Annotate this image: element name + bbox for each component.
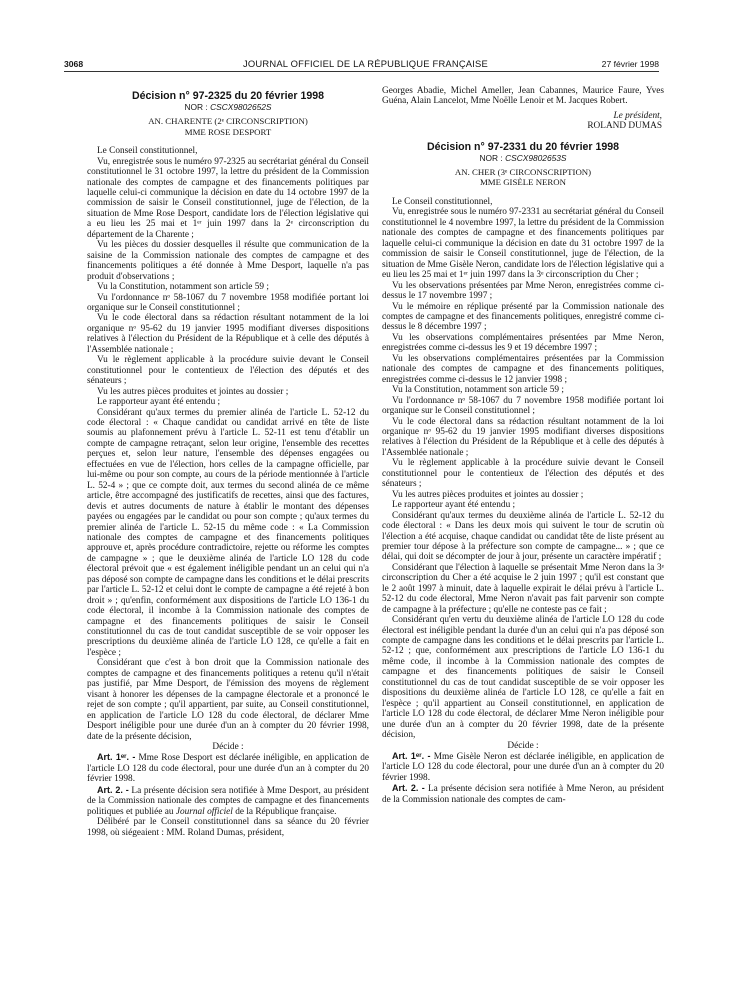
header-rule [64,71,659,72]
d1-paragraph: Vu les autres pièces produites et jointes au dossier ; [97,386,289,397]
decision-1-nor: NOR : CSCX9802652S [184,102,272,112]
d2-paragraph: Considérant qu'aux termes du deuxième alinéa de l'article L. 52-12 du code électoral : « Dans les deux mois qui suivent le tour de scrutin où l'élection a été acquise, chaque candidat ou candidat tête de liste présent au premier tour dépose à la préfecture son compte de campagne... » ; que ce délai, qui doit se décompter de jour à jour, présente un caractère impératif ; [382,510,664,563]
d2-paragraph: Vu les observations complémentaires présentées par la Commission nationale des comptes de campagne et des financements politiques, enregistrées comme ci-dessus le 12 janvier 1998 ; [382,353,664,385]
decision-1-decide: Décide : [212,742,244,753]
d1-paragraph: Vu la Constitution, notamment son article 59 ; [97,282,269,293]
decision-1-deliberation: Délibéré par le Conseil constitutionnel dans sa séance du 20 février 1998, où siégeaient : MM. Roland Dumas, président, [87,817,369,838]
d2-paragraph: Vu le mémoire en réplique présenté par la Commission nationale des comptes de campagne et des financements politiques, enregistré comme ci-dessus le 8 décembre 1997 ; [382,301,664,333]
decision-2-article-2: Art. 2. - La présente décision sera notifiée à Mme Neron, au président de la Commission nationale des comptes de cam- [382,783,664,805]
signature-role: Le président, [613,110,662,121]
decision-2-decide: Décide : [507,740,539,751]
d2-paragraph: Vu la Constitution, notamment son article 59 ; [392,385,564,396]
d2-paragraph: Vu, enregistrée sous le numéro 97-2331 au secrétariat général du Conseil constitutionnel le 4 novembre 1997, la lettre du président de la Commission nationale des comptes de campagne et des financements politiques par laquelle celui-ci communique la décision en date du 31 octobre 1997 de la commission de saisir le Conseil constitutionnel, juge de l'élection, de la situation de Mme Gisèle Neron, candidate lors de l'élection législative qui a eu lieu les 25 mai et 1ᵉʳ juin 1997 dans la 3ᵉ circonscription du Cher ; [382,207,664,281]
decision-2-nor: NOR : CSCX9802653S [479,152,567,163]
d1-paragraph: Considérant que c'est à bon droit que la Commission nationale des comptes de campagne et des financements politiques a retenu qu'il n'était pas justifié, par Mme Desport, de l'émission des moyens de règlement visant à honorer les dépenses de la campagne électorale et a prononcé le rejet de son compte ; qu'il appartient, par suite, au Conseil constitutionnel, en application de l'article LO 128 du code électoral, de déclarer Mme Desport inéligible pour une durée d'un an à compter du 20 février 1998, date de la présente décision, [87,658,369,742]
d1-paragraph: Vu le règlement applicable à la procédure suivie devant le Conseil constitutionnel pour le contentieux de l'élection des députés et des sénateurs ; [87,355,369,387]
decision-1-nor-code: CSCX9802652S [210,102,272,112]
d1-paragraph: Vu, enregistrée sous le numéro 97-2325 au secrétariat général du Conseil constitutionnel le 31 octobre 1997, la lettre du président de la Commission nationale des comptes de campagne et des financements politiques par laquelle celui-ci communique la décision en date du 14 octobre 1997 de la commission de saisir le Conseil constitutionnel, juge de l'élection, de la situation de Mme Rose Desport, candidate lors de l'élection législative qui a eu lieu les 25 mai et 1ᵉʳ juin 1997 dans la 2ᵉ circonscription du département de la Charente ; [87,156,369,240]
issue-date: 27 février 1998 [601,59,659,69]
decision-1-deliberation-continued: Georges Abadie, Michel Ameller, Jean Cabannes, Maurice Faure, Yves Guéna, Alain Lancelot, Mme Noëlle Lenoir et M. Jacques Robert. [382,86,664,107]
d2-paragraph: Vu les observations présentées par Mme Neron, enregistrées comme ci-dessus le 17 novembre 1997 ; [382,280,664,302]
decision-2-circonscription: AN. CHER (3ᵉ CIRCONSCRIPTION) [454,166,592,177]
d2-paragraph: Le rapporteur ayant été entendu ; [392,500,516,511]
signature-name: ROLAND DUMAS [587,121,662,132]
d2-paragraph: Le Conseil constitutionnel, [392,197,493,207]
decision-2-nor-code: CSCX9802653S [505,152,567,163]
page-number: 3068 [64,59,84,69]
journal-title: JOURNAL OFFICIEL DE LA RÉPUBLIQUE FRANÇAISE [243,58,488,69]
right-column [382,86,664,805]
decision-2-title: Décision n° 97-2331 du 20 février 1998 [426,140,620,153]
d1-paragraph: Considérant qu'aux termes du premier alinéa de l'article L. 52-12 du code électoral : « Chaque candidat ou candidat arrivé en tête de liste soumis au plafonnement prévu à l'article L. 52-11 est tenu d'établir un compte de campagne retraçant, selon leur origine, l'ensemble des recettes perçues et, selon leur nature, l'ensemble des dépenses engagées ou effectuées en vue de l'élection, hors celles de la campagne officielle, par lui-même ou pour son compte, au cours de la période mentionnée à l'article L. 52-4 » ; que ce compte doit, aux termes du second alinéa de ce même article, être accompagné des justificatifs de recettes, ainsi que des factures, devis et autres documents de nature à établir le montant des dépenses payées ou engagées par le candidat ou pour son compte ; qu'aux termes du premier alinéa de l'article L. 52-15 du même code : « La Commission nationale des comptes de campagne et des financements politiques approuve et, après procédure contradictoire, rejette ou réforme les comptes de campagne » ; que le deuxième alinéa de l'article LO 128 du code électoral prévoit que « est également inéligible pendant un an celui qui n'a pas déposé son compte de campagne dans les conditions et le délai prescrits par l'article L. 52-12 et celui dont le compte de campagne a été rejeté à bon droit » ; qu'enfin, conformément aux dispositions de l'article LO 136-1 du code électoral, il incombe à la Commission nationale des comptes de campagne et des financements politiques de saisir le Conseil constitutionnel du cas de tout candidat susceptible de se voir opposer les prescriptions du deuxième alinéa de l'article LO 128, ce qu'elle a fait en l'espèce ; [87,407,369,658]
page-header [0,0,731,78]
decision-1-title: Décision n° 97-2325 du 20 février 1998 [131,90,325,102]
d2-paragraph: Vu le code électoral dans sa rédaction résultant notamment de la loi organique nᵒ 95-62 du 19 janvier 1995 modifiant diverses dispositions relatives à l'élection du Président de la République et à celle des députés à l'Assemblée nationale ; [382,416,664,458]
d2-paragraph: Vu l'ordonnance nᵒ 58-1067 du 7 novembre 1958 modifiée portant loi organique sur le Conseil constitutionnel ; [382,395,664,417]
decision-1-person: MME ROSE DESPORT [184,126,272,137]
decision-1-circonscription: AN. CHARENTE (2ᵉ CIRCONSCRIPTION) [148,116,308,126]
d2-paragraph: Vu le règlement applicable à la procédure suivie devant le Conseil constitutionnel pour le contentieux de l'élection des députés et des sénateurs ; [382,458,664,490]
d1-paragraph: Vu les pièces du dossier desquelles il résulte que communication de la saisine de la Commission nationale des comptes de campagne et des financements politiques a été donnée à Mme Desport, laquelle n'a pas produit d'observations ; [87,240,369,282]
decision-2-person: MME GISÈLE NERON [479,177,566,188]
d2-paragraph: Vu les observations complémentaires présentées par Mme Neron, enregistrées comme ci-dessus les 9 et 19 décembre 1997 ; [382,332,664,354]
d1-paragraph: Vu le code électoral dans sa rédaction résultant notamment de la loi organique nᵒ 95-62 du 19 janvier 1995 modifiant diverses dispositions relatives à l'élection du Président de la République et à celle des députés à l'Assemblée nationale ; [87,313,369,355]
left-column [87,86,369,838]
decision-1-article-2: Art. 2. - La présente décision sera notifiée à Mme Desport, au président de la Commission nationale des comptes de campagne et des financements politiques et publiée au Journal officiel de la République française. [87,784,369,817]
d1-paragraph: Le Conseil constitutionnel, [97,146,198,157]
d1-paragraph: Le rapporteur ayant été entendu ; [97,397,221,408]
decision-2-article-1: Art. 1ᵉʳ. - Mme Gisèle Neron est déclarée inéligible, en application de l'article LO 128 du code électoral, pour une durée d'un an à compter du 20 février 1998. [382,751,665,783]
d1-paragraph: Vu l'ordonnance nᵒ 58-1067 du 7 novembre 1958 modifiée portant loi organique sur le Conseil constitutionnel ; [87,292,369,313]
d2-paragraph: Considérant qu'en vertu du deuxième alinéa de l'article LO 128 du code électoral est inéligible pendant la durée d'un an celui qui n'a pas déposé son compte de campagne dans les conditions et le délai prescrits par l'article L. 52-12 ; que, conformément aux prescriptions de l'article LO 136-1 du même code, il incombe à la Commission nationale des comptes de campagne et des financements politiques de saisir le Conseil constitutionnel du cas de tout candidat susceptible de se voir opposer les dispositions du deuxième alinéa de l'article LO 128, ce qu'elle a fait en l'espèce ; qu'il appartient au Conseil constitutionnel, en application de l'article LO 128 du code électoral, de déclarer Mme Neron inéligible pour une durée d'un an à compter du 20 février 1998, date de la présente décision, [382,615,664,741]
d2-paragraph: Considérant que l'élection à laquelle se présentait Mme Neron dans la 3ᵉ circonscription du Cher a été acquise le 2 juin 1997 ; qu'il est constant que le 2 août 1997 à minuit, date à laquelle expirait le délai prévu à l'article L. 52-12 du code électoral, Mme Neron n'avait pas fait parvenir son compte de campagne à la préfecture ; qu'elle ne conteste pas ce fait ; [382,562,664,615]
decision-1-article-1: Art. 1ᵉʳ. - Mme Rose Desport est déclarée inéligible, en application de l'article LO 128 du code électoral, pour une durée d'un an à compter du 20 février 1998. [87,752,370,785]
d2-paragraph: Vu les autres pièces produites et jointes au dossier ; [392,489,584,500]
